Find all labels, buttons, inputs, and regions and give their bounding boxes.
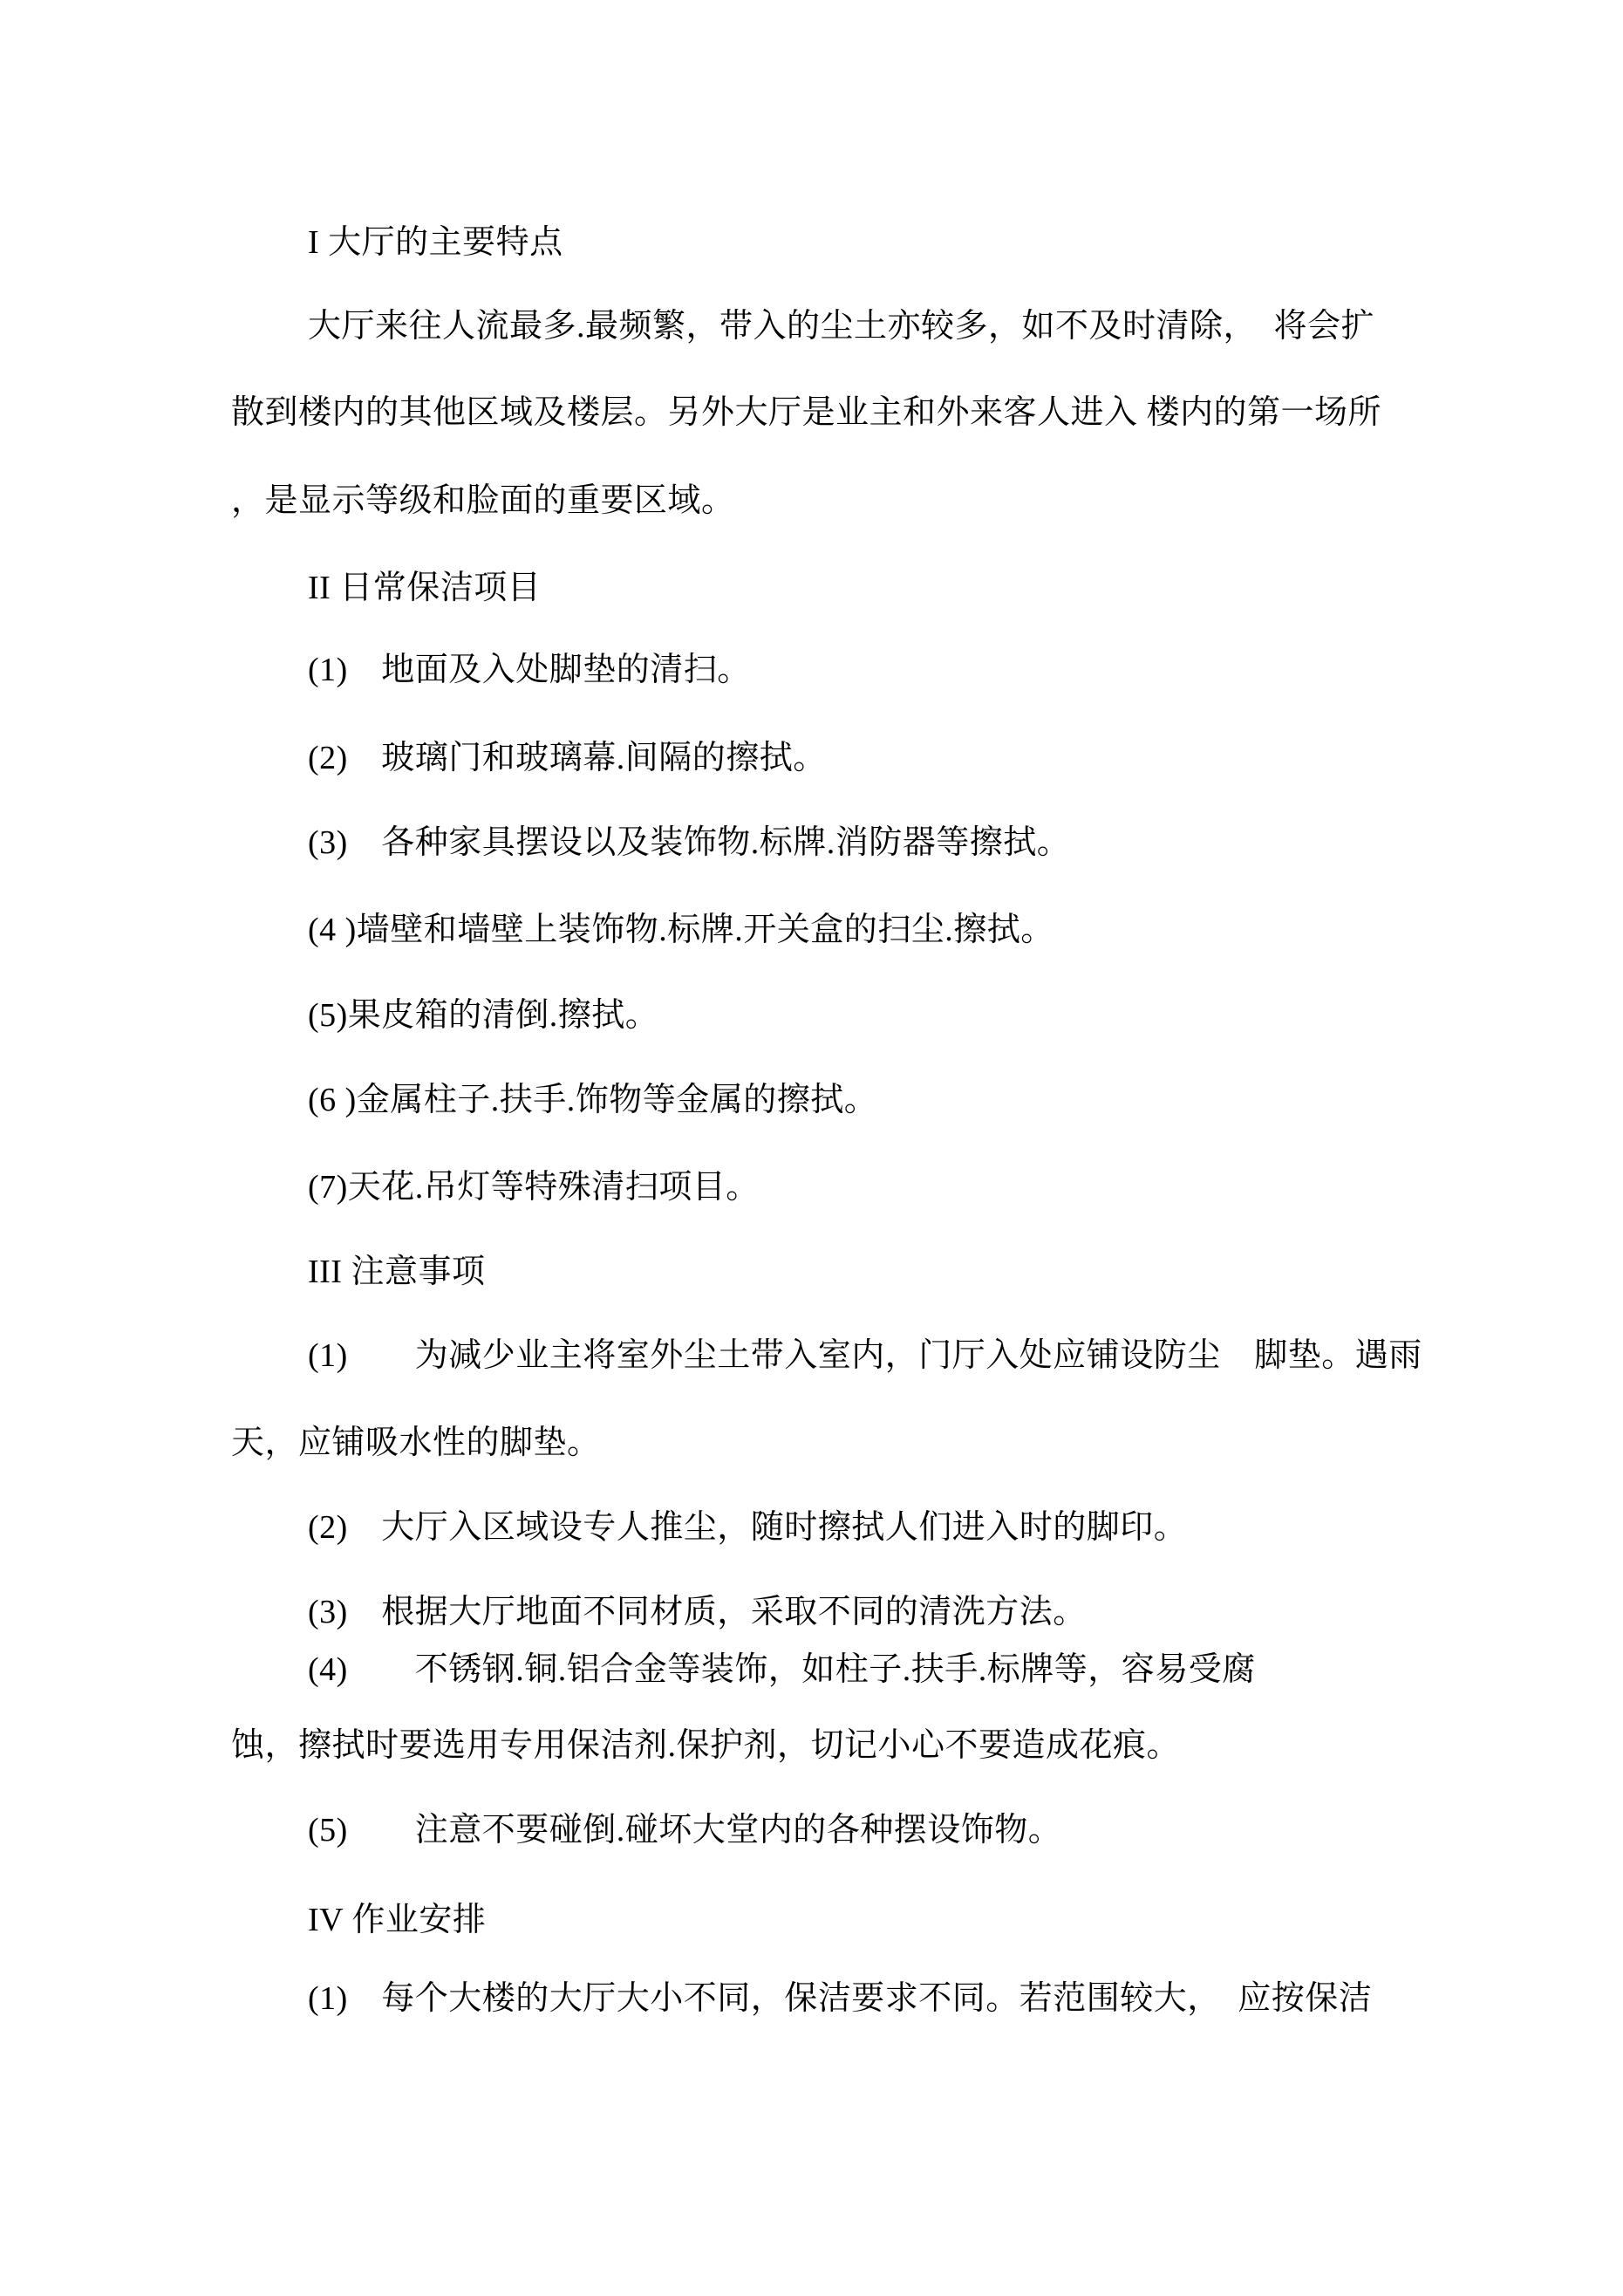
section-2-item-4: (4 )墙壁和墙壁上装饰物.标牌.开关盒的扫尘.擦拭。 [308,912,1054,948]
para-1-line-1: 大厅来往人流最多.最频繁，带入的尘土亦较多，如不及时清除， 将会扩 [308,308,1375,345]
para-1-line-3: ，是显示等级和脸面的重要区域。 [231,482,735,519]
section-2-item-3: (3) 各种家具摆设以及装饰物.标牌.消防器等擦拭。 [308,824,1071,861]
section-2-item-7: (7)天花.吊灯等特殊清扫项目。 [308,1169,760,1206]
section-2-item-5: (5)果皮箱的清倒.擦拭。 [308,997,659,1034]
section-3-item-1-line-2: 天，应铺吸水性的脚垫。 [231,1425,601,1461]
section-3-item-4-line-2: 蚀，擦拭时要选用专用保洁剂.保护剂，切记小心不要造成花痕。 [231,1727,1181,1764]
section-3-item-3: (3) 根据大厅地面不同材质，采取不同的清洗方法。 [308,1594,1087,1630]
section-3-item-4-line-1: (4) 不锈钢.铜.铝合金等装饰，如柱子.扶手.标牌等，容易受腐 [308,1651,1256,1688]
section-1-heading: I 大厅的主要特点 [308,224,563,261]
section-4-item-1: (1) 每个大楼的大厅大小不同，保洁要求不同。若范围较大， 应按保洁 [308,1980,1373,2017]
section-3-heading: III 注意事项 [308,1254,486,1290]
section-2-item-2: (2) 玻璃门和玻璃幕.间隔的擦拭。 [308,740,827,776]
section-2-item-6: (6 )金属柱子.扶手.饰物等金属的擦拭。 [308,1082,878,1118]
section-4-heading: IV 作业安排 [308,1902,487,1938]
section-3-item-1-line-1: (1) 为减少业主将室外尘土带入室内，门厅入处应铺设防尘 脚垫。遇雨 [308,1337,1422,1374]
para-1-line-2: 散到楼内的其他区域及楼层。另外大厅是业主和外来客人进入 楼内的第一场所 [231,394,1382,431]
section-2-item-1: (1) 地面及入处脚垫的清扫。 [308,652,751,688]
section-3-item-2: (2) 大厅入区域设专人推尘，随时擦拭人们进入时的脚印。 [308,1509,1188,1546]
section-2-heading: II 日常保洁项目 [308,570,542,606]
section-3-item-5: (5) 注意不要碰倒.碰坏大堂内的各种摆设饰物。 [308,1812,1062,1848]
